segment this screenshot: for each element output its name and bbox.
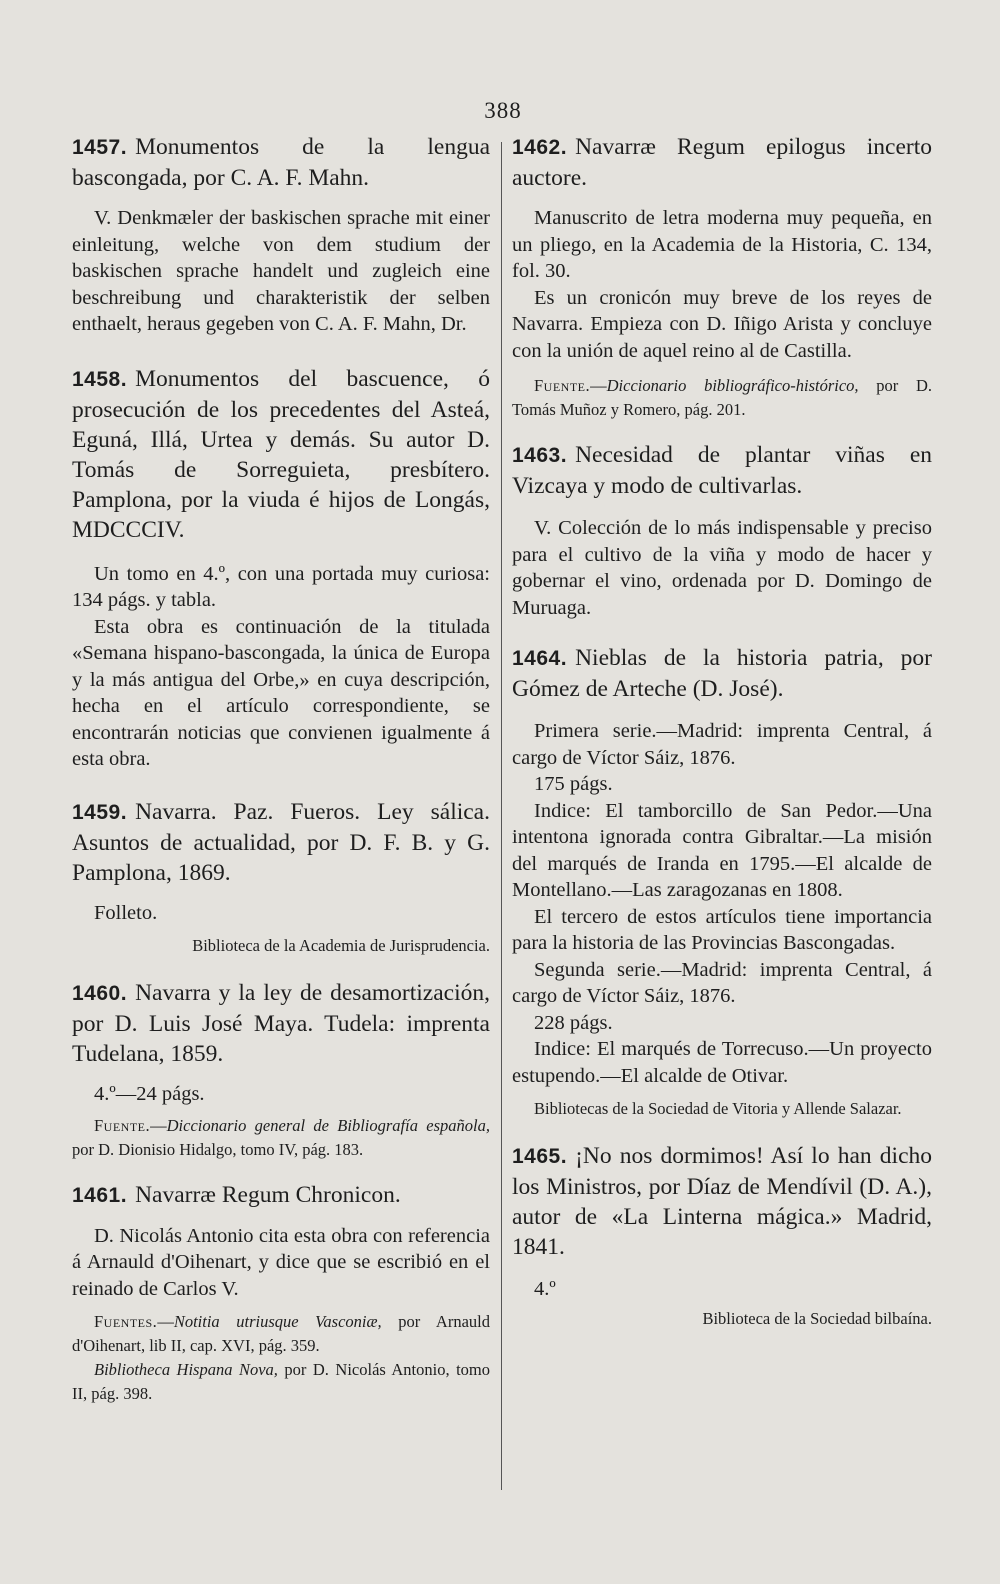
entry-1463 xyxy=(512,440,932,621)
entry-number: 1460. xyxy=(72,982,128,1005)
entry-1459 xyxy=(72,797,490,959)
source-label: Fuentes. xyxy=(94,1312,158,1331)
entry-heading xyxy=(72,132,490,193)
source-details: por D. Dionisio Hidalgo, tomo IV, pág. 183. xyxy=(72,1139,364,1159)
entry-number: 1457. xyxy=(72,136,128,159)
entry-body: Primera serie.—Madrid: imprenta Central, á cargo de Víctor Sáiz, 1876. xyxy=(512,720,932,769)
entry-heading xyxy=(72,797,490,888)
source-dash: — xyxy=(157,1312,174,1331)
entry-body: V. Denkmæler der baskischen sprache mit einer einleitung, welche von dem studium der baskischen sprache handelt und zugleich eine beschreibung und charakteristik der selben enthaelt, heraus gegeben von C. A. F. Mahn, Dr. xyxy=(72,207,490,335)
entry-1458 xyxy=(72,364,490,773)
entry-1461 xyxy=(72,1180,490,1407)
entry-body: Folleto. xyxy=(94,901,158,924)
entry-1460 xyxy=(72,978,490,1162)
entry-body: Manuscrito de letra moderna muy pequeña, en un pliego, en la Academia de la Historia, C. 134, fol. 30. xyxy=(512,207,932,282)
entry-number: 1465. xyxy=(512,1145,568,1168)
entry-heading xyxy=(72,1180,490,1211)
entry-body: Un tomo en 4.º, con una portada muy curiosa: 134 págs. y tabla. xyxy=(72,562,490,611)
entry-1465 xyxy=(512,1141,932,1331)
page-number: 388 xyxy=(484,98,522,123)
source-details: por D. Nicolás Antonio, tomo II, pág. 398. xyxy=(72,1360,490,1403)
entry-heading xyxy=(512,1141,932,1262)
entry-body: 228 págs. xyxy=(534,1011,613,1034)
entry-body: Esta obra es continuación de la titulada «Semana hispano-bascongada, la única de Europa y la más antigua del Orbe,» en cuya descripción, hecha en el artículo correspondiente, se encontrarán noticias que convienen igualmente á esta obra. xyxy=(72,615,490,770)
source-details: por Arnauld d'Oihenart, lib II, cap. XVI, pág. 359. xyxy=(72,1312,491,1355)
entry-title: Nieblas de la historia patria, por Gómez de Arteche (D. José). xyxy=(512,645,932,702)
entry-body: Indice: El tamborcillo de San Pedor.—Una intentona ignorada contra Gibraltar.—La misión del marqués de Iranda en 1795.—El alcalde de Montellano.—Las zaragozanas en 1808. xyxy=(512,799,932,901)
source-title: Diccionario bibliográfico-histórico, xyxy=(606,376,859,395)
source-dash: — xyxy=(590,376,607,395)
source-note xyxy=(72,1310,490,1358)
entry-title: ¡No nos dormimos! Así lo han dicho los Ministros, por Díaz de Mendívil (D. A.), autor de «La Linterna mágica.» Madrid, 1841. xyxy=(512,1143,932,1260)
entry-number: 1458. xyxy=(72,367,128,391)
source-note xyxy=(512,374,932,422)
entry-body: D. Nicolás Antonio cita esta obra con referencia á Arnauld d'Oihenart, y dice que se escribió en el reinado de Carlos V. xyxy=(72,1224,490,1300)
entry-1457 xyxy=(72,132,490,338)
entry-title: Navarræ Regum epilogus incerto auctore. xyxy=(512,134,932,191)
source-title: Diccionario general de Bibliografía española, xyxy=(166,1115,490,1135)
source-dash: — xyxy=(150,1115,167,1135)
entry-title: Navarra. Paz. Fueros. Ley sálica. Asuntos de actualidad, por D. F. B. y G. Pamplona, 1869. xyxy=(72,798,490,886)
source-note xyxy=(72,1358,490,1406)
entry-title: Navarræ Regum Chronicon. xyxy=(135,1181,401,1208)
entry-body: 175 págs. xyxy=(534,773,613,795)
source-details: por D. Tomás Muñoz y Romero, pág. 201. xyxy=(512,376,932,419)
right-column xyxy=(512,132,932,1331)
entry-title: Navarra y la ley de desamortización, por D. Luis José Maya. Tudela: imprenta Tudelana, 1859. xyxy=(72,980,490,1067)
entry-body: Segunda serie.—Madrid: imprenta Central, á cargo de Víctor Sáiz, 1876. xyxy=(512,958,932,1007)
entry-body: V. Colección de lo más indispensable y preciso para el cultivo de la viña y modo de hacer y gobernar el vino, ordenada por D. Domingo de Muruaga. xyxy=(512,517,932,619)
entry-number: 1462. xyxy=(512,136,568,159)
entry-body: Es un cronicón muy breve de los reyes de Navarra. Empieza con D. Iñigo Arista y concluye con la unión de aquel reino al de Castilla. xyxy=(512,286,932,362)
entry-number: 1464. xyxy=(512,647,568,670)
entry-number: 1461. xyxy=(72,1183,128,1207)
entry-1464 xyxy=(512,643,932,1121)
entry-body: El tercero de estos artículos tiene importancia para la historia de las Provincias Bascongadas. xyxy=(512,905,932,954)
entry-body: 4.º—24 págs. xyxy=(94,1083,205,1105)
column-divider xyxy=(501,142,502,1490)
entry-number: 1463. xyxy=(512,444,568,467)
source-title: Bibliotheca Hispana Nova, xyxy=(94,1360,278,1379)
source-title: Notitia utriusque Vasconiæ, xyxy=(173,1312,382,1331)
entry-heading xyxy=(72,978,490,1069)
entry-1462 xyxy=(512,132,932,422)
entry-heading xyxy=(512,132,932,193)
source-note xyxy=(72,1114,490,1162)
entry-heading xyxy=(512,440,932,501)
entry-heading xyxy=(72,364,490,545)
entry-title: Monumentos de la lengua bascongada, por C. A. F. Mahn. xyxy=(72,134,490,191)
entry-heading xyxy=(512,643,932,704)
entry-title: Monumentos del bascuence, ó prosecución de los precedentes del Asteá, Eguná, Illá, Urtea y demás. Su autor D. Tomás de Sorreguieta, presbítero. Pamplona, por la viuda é hijos de Longás, MDCCCIV. xyxy=(72,365,490,543)
source-label: Fuente. xyxy=(534,376,591,395)
library-reference: Bibliotecas de la Sociedad de Vitoria y Allende Salazar. xyxy=(534,1099,902,1118)
entry-title: Necesidad de plantar viñas en Vizcaya y modo de cultivarlas. xyxy=(512,442,932,499)
left-column xyxy=(72,132,490,1406)
library-reference: Biblioteca de la Sociedad bilbaína. xyxy=(702,1308,932,1328)
entry-body: Indice: El marqués de Torrecuso.—Un proyecto estupendo.—El alcalde de Otivar. xyxy=(512,1038,932,1087)
source-label: Fuente. xyxy=(94,1115,151,1135)
library-reference: Biblioteca de la Academia de Jurisprudencia. xyxy=(192,936,490,955)
entry-number: 1459. xyxy=(72,800,128,824)
entry-body: 4.º xyxy=(534,1278,556,1300)
